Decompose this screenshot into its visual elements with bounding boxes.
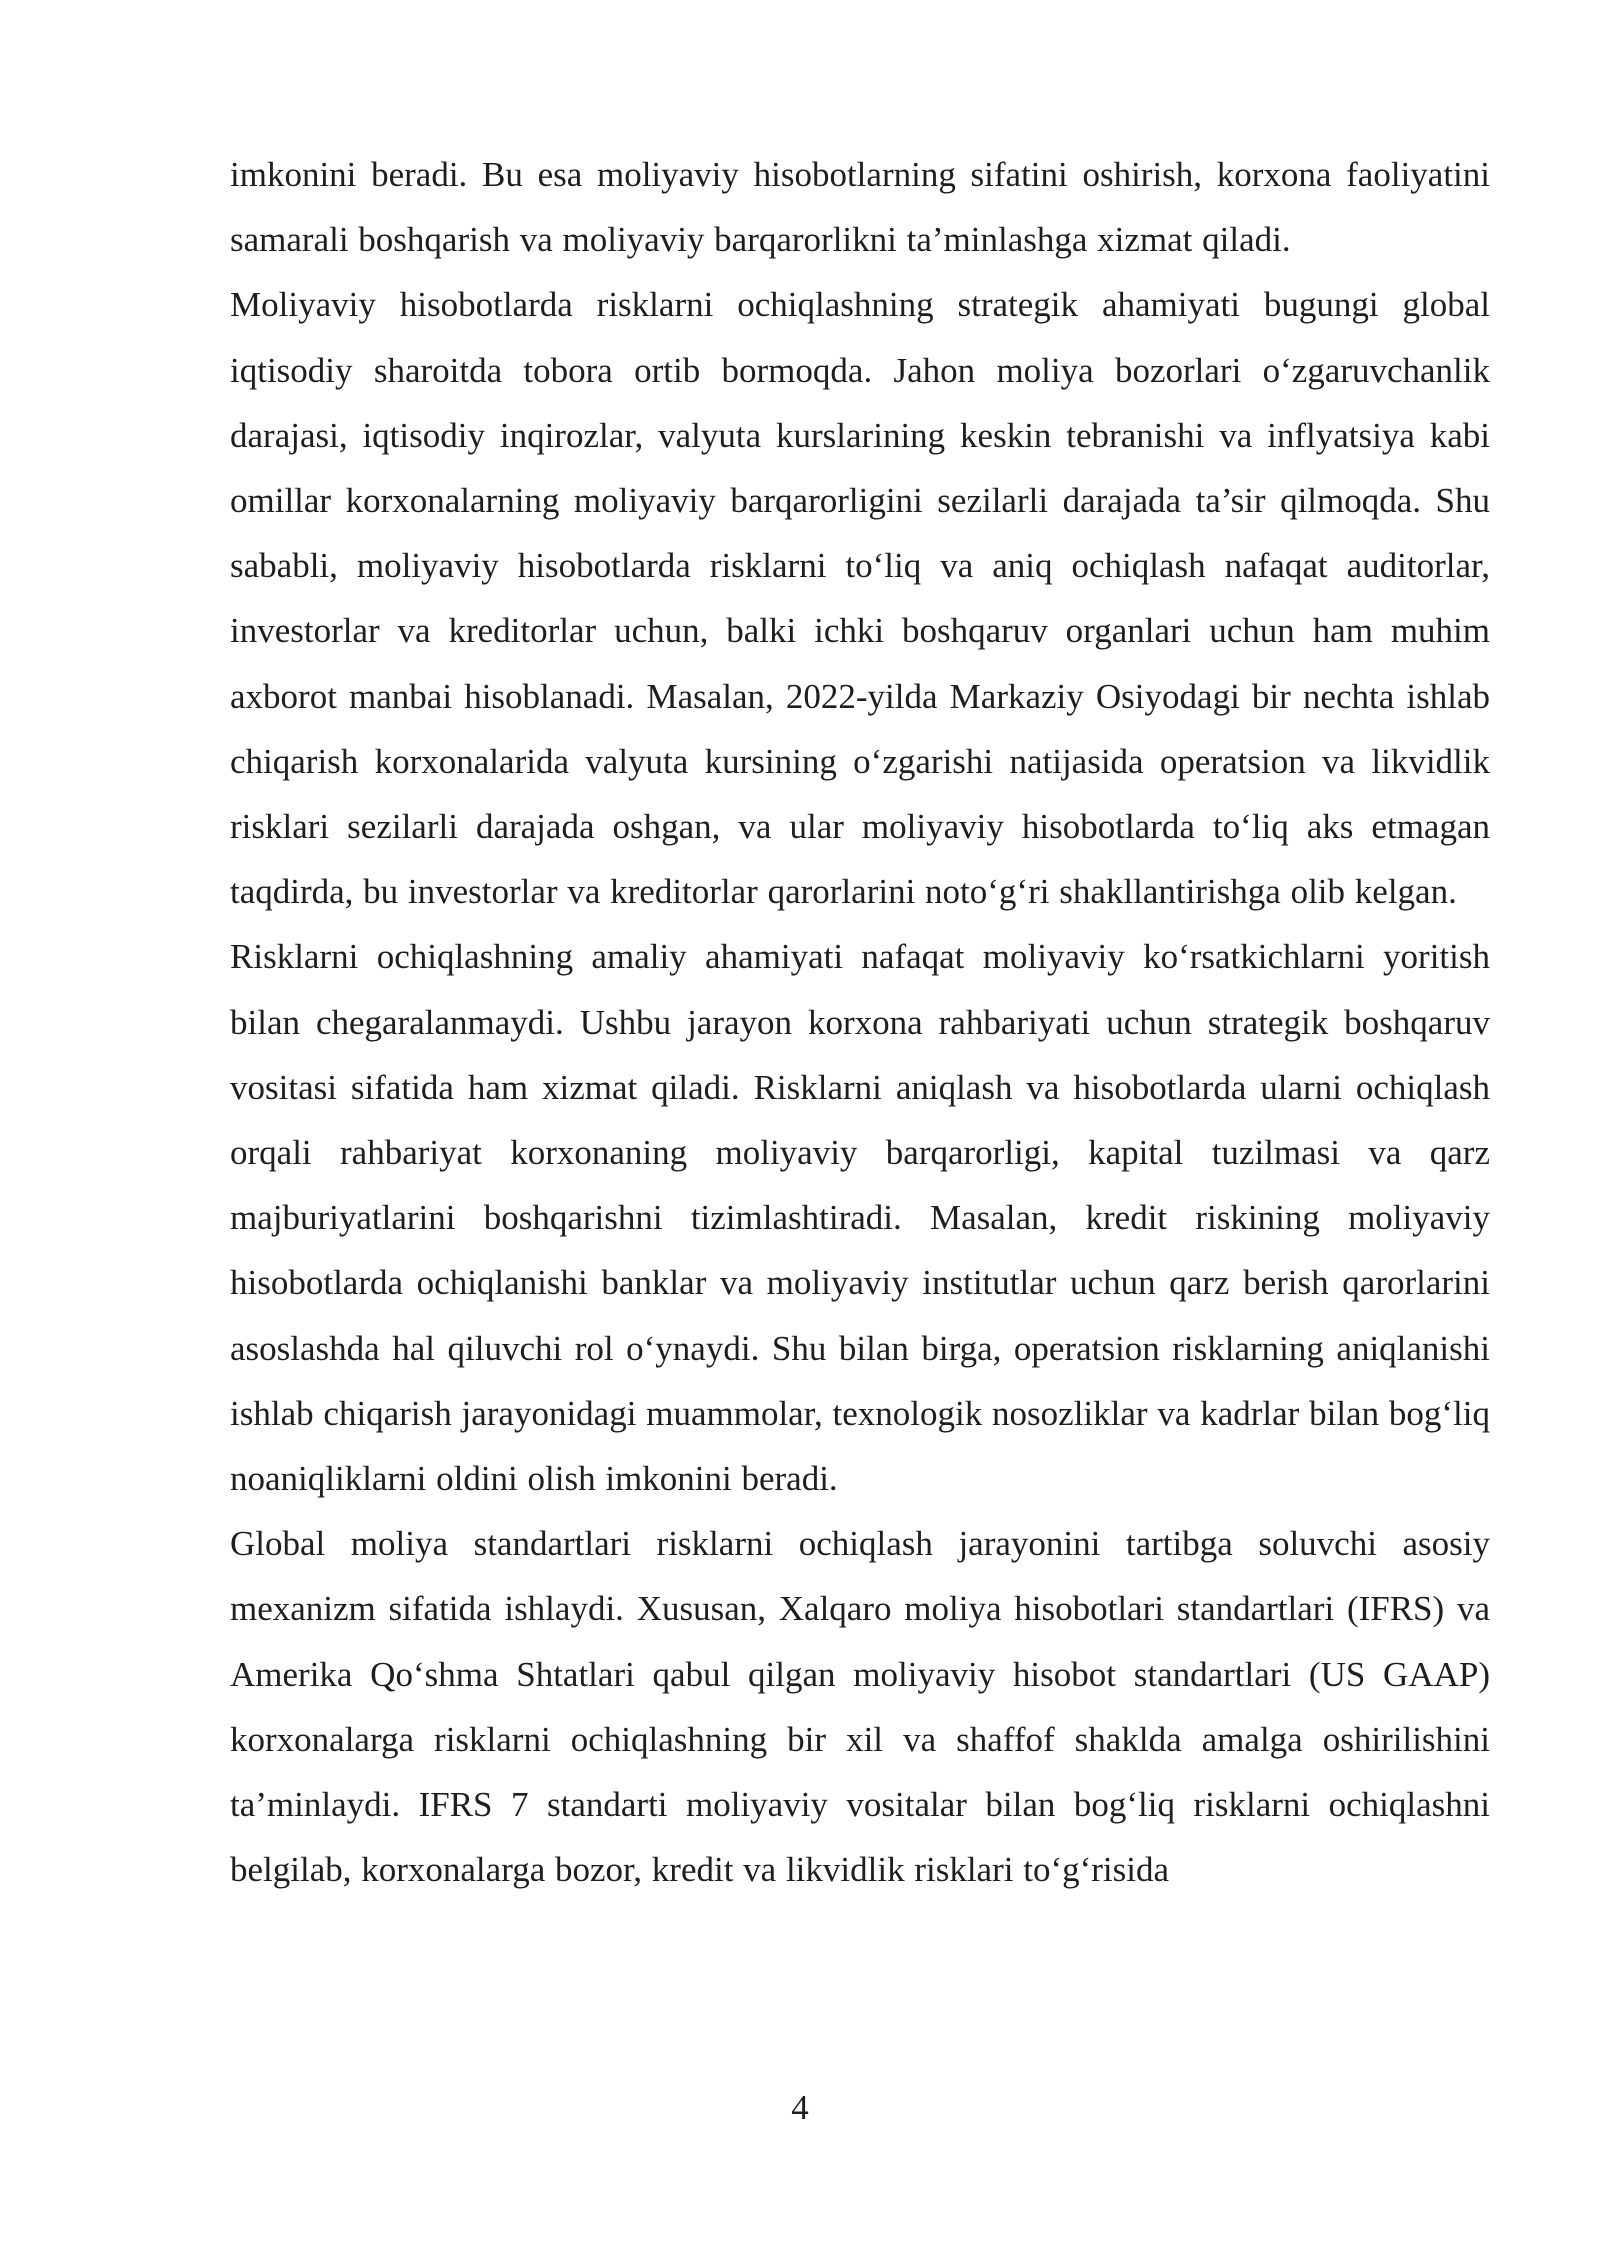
paragraph-practical-importance: Risklarni ochiqlashning amaliy ahamiyati nafaqat moliyaviy ko‘rsatkichlarni yoritish bilan chegaralanmaydi. Ushbu jarayon korxona rahbariyati uchun strategik boshqaruv vositasi sifatida ham xizmat qiladi. Risklarni aniqlash va hisobotlarda ularni ochiqlash orqali rahbariyat korxonaning moliyaviy barqarorligi, kapital tuzilmasi va qarz majburiyatlarini boshqarishni tizimlashtiradi. Masalan, kredit riskining moliyaviy hisobotlarda ochiqlanishi banklar va moliyaviy institutlar uchun qarz berish qarorlarini asoslashda hal qiluvchi rol o‘ynaydi. Shu bilan birga, operatsion risklarning aniqlanishi ishlab chiqarish jarayonidagi muammolar, texnologik nosozliklar va kadrlar bilan bog‘liq noaniqliklarni oldini olish imkonini beradi. <box>230 937 1490 1499</box>
document-body <box>230 142 1490 1902</box>
page-number: 4 <box>791 2088 809 2127</box>
paragraph-global-standards: Global moliya standartlari risklarni ochiqlash jarayonini tartibga soluvchi asosiy mexanizm sifatida ishlaydi. Xususan, Xalqaro moliya hisobotlari standartlari (IFRS) va Amerika Qo‘shma Shtatlari qabul qilgan moliyaviy hisobot standartlari (US GAAP) korxonalarga risklarni ochiqlashning bir xil va shaffof shaklda amalga oshirilishini ta’minlaydi. IFRS 7 standarti moliyaviy vositalar bilan bog‘liq risklarni ochiqlashni belgilab, korxonalarga bozor, kredit va likvidlik risklari to‘g‘risida <box>230 1524 1490 1890</box>
paragraph-strategic-importance: Moliyaviy hisobotlarda risklarni ochiqlashning strategik ahamiyati bugungi global iqtisodiy sharoitda tobora ortib bormoqda. Jahon moliya bozorlari o‘zgaruvchanlik darajasi, iqtisodiy inqirozlar, valyuta kurslarining keskin tebranishi va inflyatsiya kabi omillar korxonalarning moliyaviy barqarorligini sezilarli darajada ta’sir qilmoqda. Shu sababli, moliyaviy hisobotlarda risklarni to‘liq va aniq ochiqlash nafaqat auditorlar, investorlar va kreditorlar uchun, balki ichki boshqaruv organlari uchun ham muhim axborot manbai hisoblanadi. Masalan, 2022-yilda Markaziy Osiyodagi bir nechta ishlab chiqarish korxonalarida valyuta kursining o‘zgarishi natijasida operatsion va likvidlik risklari sezilarli darajada oshgan, va ular moliyaviy hisobotlarda to‘liq aks etmagan taqdirda, bu investorlar va kreditorlar qarorlarini noto‘g‘ri shakllantirishga olib kelgan. <box>230 285 1490 912</box>
paragraph-continuation: imkonini beradi. Bu esa moliyaviy hisobotlarning sifatini oshirish, korxona faoliyatini samarali boshqarish va moliyaviy barqarorlikni ta’minlashga xizmat qiladi. <box>230 155 1490 260</box>
